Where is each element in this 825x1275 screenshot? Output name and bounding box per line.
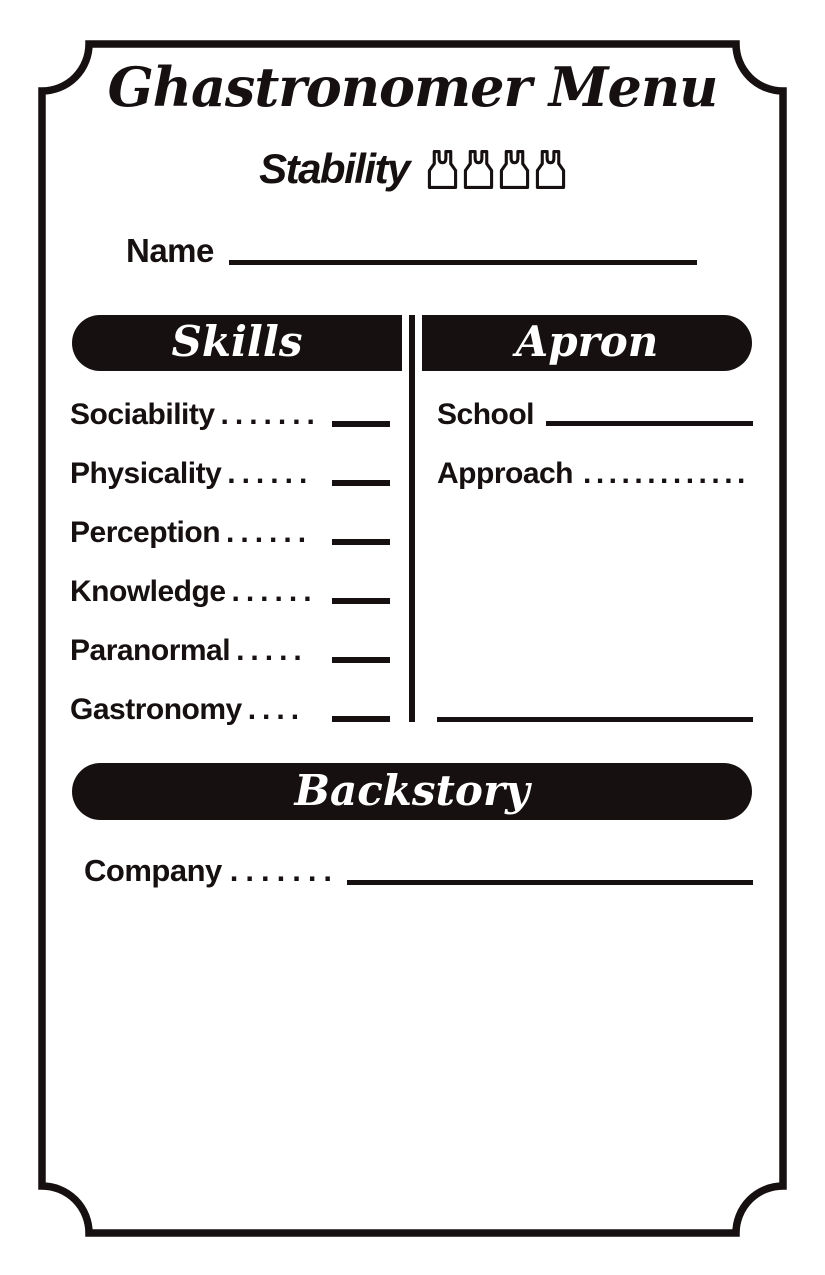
school-write-line[interactable] [546,421,753,426]
apron-header-pill: Apron [422,315,752,371]
leader-dots: ....... [220,398,321,431]
approach-field [437,455,753,492]
skill-row-physicality [70,455,390,492]
skill-label: Paranormal [70,634,231,667]
skill-label: Physicality [70,457,222,490]
school-field [437,396,753,433]
leader-dots: ...... [226,516,313,549]
skill-row-perception [70,514,390,551]
stability-tracker [0,145,825,192]
page-title: Ghastronomer Menu [107,55,718,119]
skills-header-pill: Skills [72,315,402,371]
leader-dots: ..... [236,634,308,667]
name-field [126,234,697,267]
leader-dots: ...... [231,575,318,608]
skill-row-sociability [70,396,390,433]
skill-row-paranormal [70,632,390,669]
stability-label: Stability [259,145,409,192]
name-label: Name [126,232,214,269]
skill-value-blank[interactable] [332,421,390,427]
leader-dots: ...... [227,457,314,490]
skill-label: Sociability [70,398,215,431]
name-write-line[interactable] [229,260,697,265]
skill-value-blank[interactable] [332,539,390,545]
skill-value-blank[interactable] [332,598,390,604]
apron-write-line[interactable] [437,717,753,722]
skill-label: Gastronomy [70,693,242,726]
apron-icon[interactable] [535,149,566,190]
company-field [84,852,753,890]
skill-value-blank[interactable] [332,657,390,663]
column-divider [409,315,415,722]
skill-value-blank[interactable] [332,716,390,722]
company-write-line[interactable] [347,880,753,885]
skill-row-knowledge [70,573,390,610]
apron-icon[interactable] [499,149,530,190]
skill-label: Perception [70,516,221,549]
skill-label: Knowledge [70,575,226,608]
leader-dots[interactable]: ............. [583,457,750,490]
leader-dots: .... [247,693,306,726]
skill-row-gastronomy [70,691,390,728]
approach-label: Approach [437,457,574,490]
skill-value-blank[interactable] [332,480,390,486]
apron-icon[interactable] [427,149,458,190]
leader-dots: ....... [229,853,340,888]
stability-trackers [427,149,566,190]
school-label: School [437,398,535,431]
backstory-header-pill: Backstory [72,763,752,820]
apron-icon[interactable] [463,149,494,190]
company-label: Company [84,853,222,888]
